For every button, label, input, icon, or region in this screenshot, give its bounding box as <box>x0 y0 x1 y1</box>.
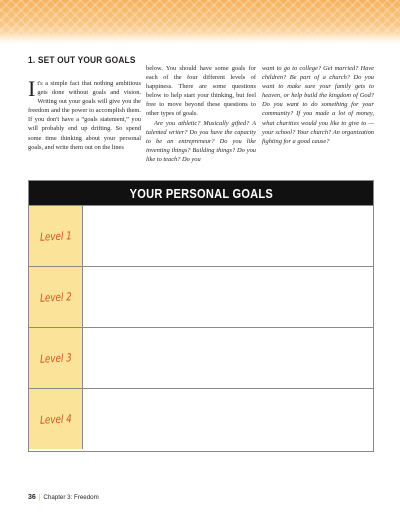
body-column-1 <box>28 76 141 152</box>
goal-row-level-3 <box>29 327 373 388</box>
banner-fade <box>0 34 400 44</box>
goal-answer-field-level-3[interactable] <box>83 328 373 388</box>
level-cell <box>29 328 83 388</box>
page-number: 36 <box>28 494 36 501</box>
body-column-2 <box>146 64 256 164</box>
goals-table-title: YOUR PERSONAL GOALS <box>129 185 273 201</box>
level-cell <box>29 267 83 327</box>
column-1-text: t's a simple fact that nothing ambitious gets done without goals and vision. Writing out your goals will give you the freedom and the power to accomplish them. If you don't have a “goals statement,” you will probably end up drifting. So spend some time thinking about your personal goals, and write them out on the lines <box>28 80 141 151</box>
footer-separator: | <box>38 494 41 501</box>
section-heading: 1. SET OUT YOUR GOALS <box>28 55 136 66</box>
level-label: Level 4 <box>39 411 72 427</box>
personal-goals-table <box>28 180 374 452</box>
chapter-title: Chapter 3: Freedom <box>43 494 99 501</box>
level-cell <box>29 206 83 266</box>
drop-cap: I <box>28 76 36 101</box>
goal-answer-field-level-4[interactable] <box>83 389 373 449</box>
level-label: Level 1 <box>39 228 72 244</box>
goal-row-level-1 <box>29 205 373 266</box>
page-footer <box>28 494 99 501</box>
column-2-questions: Are you athletic? Musically gifted? A talented writer? Do you have the capacity to be an entrepreneur? Do you like inventing things? Building things? Do you like to teach? Do you <box>146 119 256 163</box>
goals-table-header <box>29 181 373 205</box>
body-column-3 <box>262 64 374 146</box>
level-cell <box>29 389 83 449</box>
column-2-text: below. You should have some goals for each of the four different levels of happiness. There are some questions below to help start your thinking, but feel free to move beyond these questions to other types of goals. <box>146 65 256 118</box>
goal-row-level-2 <box>29 266 373 327</box>
level-label: Level 2 <box>39 289 72 305</box>
goal-answer-field-level-2[interactable] <box>83 267 373 327</box>
column-3-questions: want to go to college? Get married? Have children? Be part of a church? Do you want to make sure your family gets to heaven, or help build the kingdom of God? Do you want to do something for your community? If you made a lot of money, what charities would you like to give to — your school? Your church? An organization fighting for a good cause? <box>262 65 374 145</box>
goal-row-level-4 <box>29 388 373 449</box>
level-label: Level 3 <box>39 350 72 366</box>
goal-answer-field-level-1[interactable] <box>83 206 373 266</box>
